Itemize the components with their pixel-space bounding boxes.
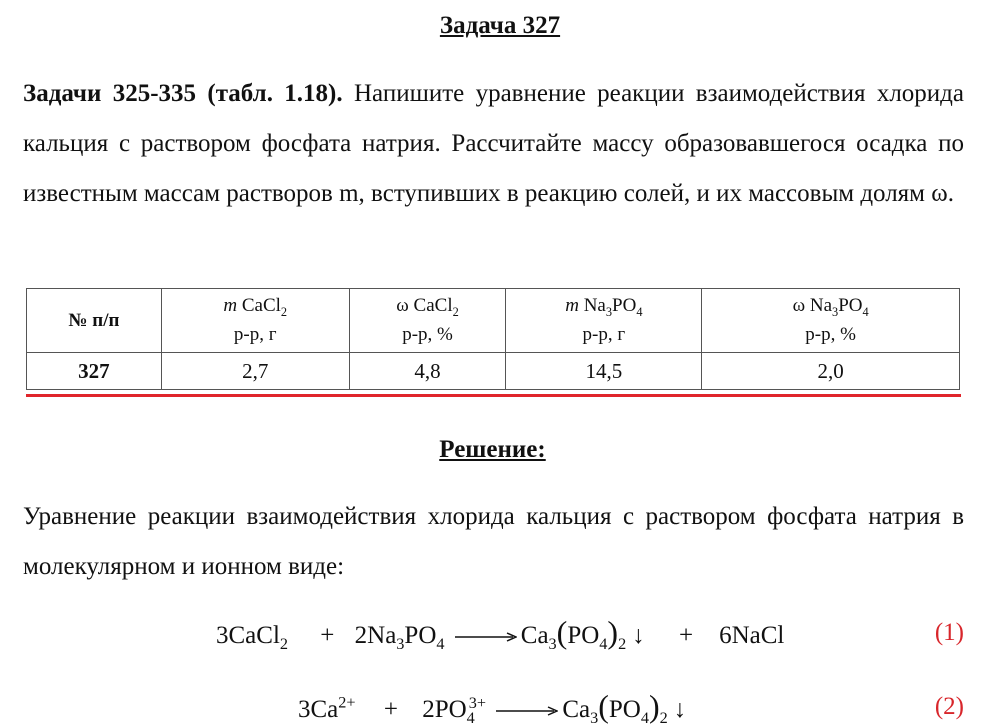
header-number: № п/п — [27, 289, 162, 353]
problem-text: Напишите уравнение реакции взаимодействия хлорида кальция с раствором фосфата натрия. Рассчитайте массу образовавшегося осадка по известным массам растворов m, вступивших в реакцию солей, и их массовым долям ω. — [23, 80, 964, 207]
page-title: Задача 327 — [439, 12, 561, 39]
header-m-cacl2: m CaCl$_2$ р-р, г — [161, 289, 349, 353]
problem-ref: Задачи 325-335 (табл. 1.18). — [23, 80, 343, 107]
equation-molecular: 3CaCl$_2$ + $2Na_3PO_4$ $Ca_3(PO_4)_2$ ↓ + 6NaCl — [216, 614, 785, 653]
table-underline — [26, 394, 961, 397]
table-row — [27, 353, 960, 390]
table-header-row — [27, 289, 960, 353]
header-m-na3po4: m $Na_3PO_4$ р-р, г — [506, 289, 702, 353]
precipitate-arrow-icon: ↓ — [632, 622, 645, 649]
equation-number-1: (1) — [934, 619, 964, 646]
cell-m-na3po4: 14,5 — [506, 353, 702, 390]
problem-statement — [23, 69, 964, 219]
cell-m-cacl2: 2,7 — [161, 353, 349, 390]
reaction-arrow-icon — [455, 632, 517, 642]
header-w-na3po4: ω $Na_3PO_4$ р-р, % — [702, 289, 960, 353]
cell-w-cacl2: 4,8 — [349, 353, 506, 390]
cell-w-na3po4: 2,0 — [702, 353, 960, 390]
cell-number: 327 — [27, 353, 162, 390]
solution-text: Уравнение реакции взаимодействия хлорида кальция с раствором фосфата натрия в молекулярном и ионном виде: — [23, 503, 964, 580]
equation-number-2: (2) — [934, 693, 964, 720]
equation-ionic: $3Ca^{2+} + 2PO_4^{3+}$ $Ca_3(PO_4)_2$ ↓ — [298, 688, 687, 727]
precipitate-arrow-icon-2: ↓ — [673, 696, 687, 723]
data-table — [26, 288, 960, 390]
header-w-cacl2: ω CaCl$_2$ р-р, % — [349, 289, 506, 353]
solution-title: Решение: — [439, 436, 546, 463]
